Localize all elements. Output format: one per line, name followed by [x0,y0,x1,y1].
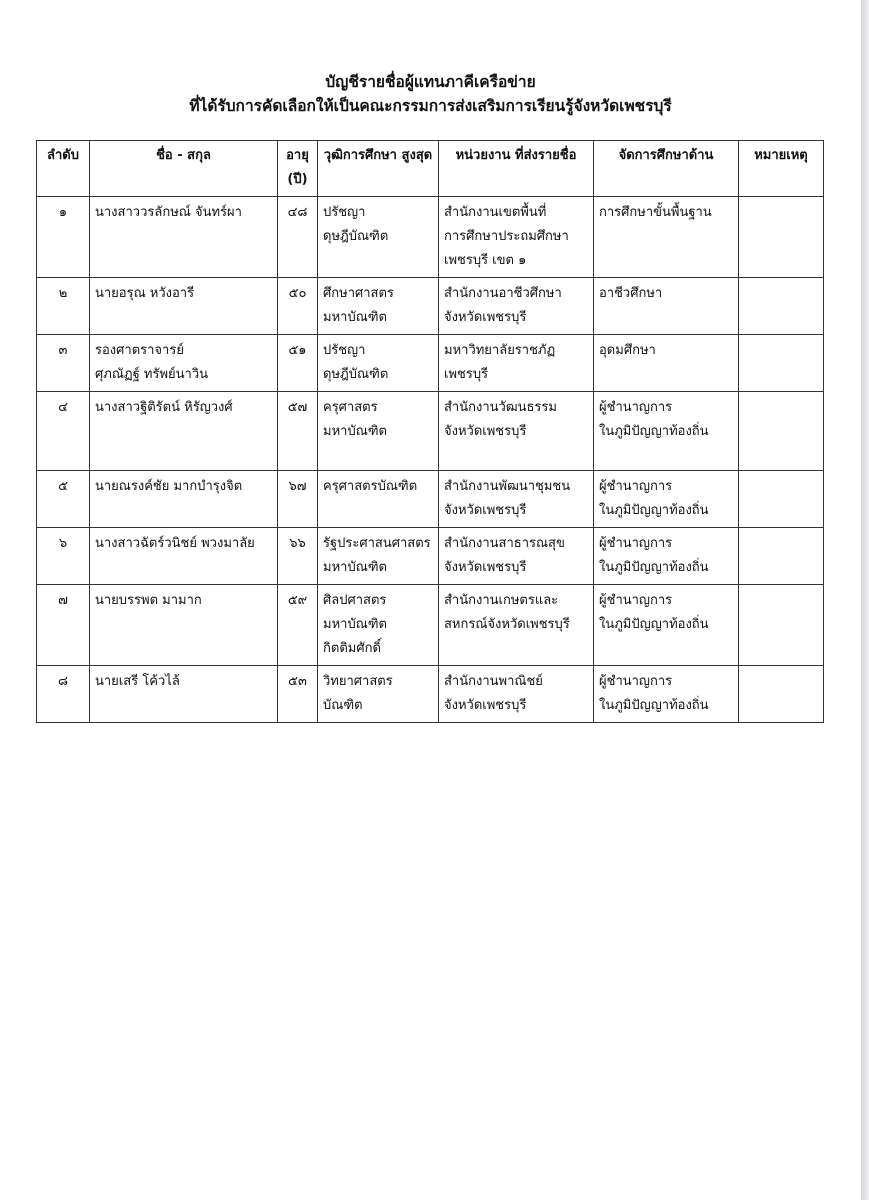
cell-no: ๓ [37,335,90,392]
cell-remark [739,197,824,278]
cell-education-line: ดุษฎีบัณฑิต [323,229,389,244]
cell-agency-line: จังหวัดเพชรบุรี [444,424,527,439]
cell-agency-line: สำนักงานอาชีวศึกษา [444,286,562,301]
cell-field [594,392,739,471]
page-edge-shadow [861,0,869,1200]
cell-agency [439,197,594,278]
cell-name-line: นางสาวฐิติรัตน์ หิรัญวงศ์ [95,400,233,415]
cell-no: ๔ [37,392,90,471]
cell-agency-line: สำนักงานพัฒนาชุมชน [444,479,571,494]
cell-name-line: นายณรงค์ชัย มากบำรุงจิต [95,479,243,494]
header-no: ลำดับ [37,141,90,197]
cell-agency-line: จังหวัดเพชรบุรี [444,560,527,575]
cell-remark [739,278,824,335]
cell-agency-line: เพชรบุรี [444,367,489,382]
table-row [37,528,824,585]
cell-field-line: ผู้ชำนาญการ [599,536,673,551]
cell-no: ๒ [37,278,90,335]
cell-agency-line: จังหวัดเพชรบุรี [444,698,527,713]
cell-education [318,197,439,278]
cell-field-line: อาชีวศึกษา [599,286,663,301]
header-education: วุฒิการศึกษา สูงสุด [318,141,439,197]
cell-field [594,471,739,528]
cell-name [90,335,278,392]
cell-education-line: มหาบัณฑิต [323,560,387,575]
cell-agency-line: มหาวิทยาลัยราชภัฏ [444,343,556,358]
cell-field [594,528,739,585]
cell-field-line: ในภูมิปัญญาท้องถิ่น [599,617,709,632]
cell-agency-line: จังหวัดเพชรบุรี [444,503,527,518]
cell-age: ๖๗ [278,471,318,528]
cell-education-line: ศึกษาศาสตร [323,286,394,301]
cell-field-line: ผู้ชำนาญการ [599,479,673,494]
cell-agency-line: สำนักงานเขตพื้นที่ [444,205,547,220]
table-row [37,471,824,528]
cell-agency [439,335,594,392]
cell-agency-line: เพชรบุรี เขต ๑ [444,253,527,268]
cell-agency [439,278,594,335]
table-row [37,392,824,471]
cell-field [594,666,739,723]
cell-name [90,666,278,723]
cell-agency [439,392,594,471]
cell-education-line: ครุศาสตรบัณฑิต [323,479,418,494]
table-row [37,335,824,392]
cell-name-line: นายอรุณ หวังอารี [95,286,195,301]
cell-remark [739,666,824,723]
cell-name [90,197,278,278]
cell-field-line: ในภูมิปัญญาท้องถิ่น [599,503,709,518]
cell-no: ๘ [37,666,90,723]
cell-field-line: ผู้ชำนาญการ [599,593,673,608]
cell-field-line: ในภูมิปัญญาท้องถิ่น [599,698,709,713]
cell-field-line: ผู้ชำนาญการ [599,400,673,415]
cell-remark [739,392,824,471]
cell-agency-line: การศึกษาประถมศึกษา [444,229,569,244]
cell-education-line: ปรัชญา [323,343,366,358]
cell-age: ๕๙ [278,585,318,666]
cell-education-line: รัฐประศาสนศาสตร [323,536,431,551]
table-row [37,197,824,278]
cell-age: ๖๖ [278,528,318,585]
cell-education-line: ศิลปศาสตร [323,593,387,608]
cell-age: ๕๓ [278,666,318,723]
cell-no: ๗ [37,585,90,666]
cell-field [594,197,739,278]
cell-name [90,528,278,585]
cell-education-line: มหาบัณฑิต [323,310,387,325]
cell-agency-line: สำนักงานสาธารณสุข [444,536,565,551]
cell-education-line: มหาบัณฑิต [323,424,387,439]
cell-field-line: การศึกษาขั้นพื้นฐาน [599,205,712,220]
cell-agency [439,666,594,723]
title-line-2: ที่ได้รับการคัดเลือกให้เป็นคณะกรรมการส่งเสริมการเรียนรู้จังหวัดเพชรบุรี [189,97,672,115]
cell-field [594,585,739,666]
cell-agency-line: สหกรณ์จังหวัดเพชรบุรี [444,617,570,632]
cell-field-line: อุดมศึกษา [599,343,656,358]
cell-name [90,471,278,528]
cell-agency-line: สำนักงานเกษตรและ [444,593,559,608]
cell-name-line: นางสาวฉัตร์วนิชย์ พวงมาลัย [95,536,255,551]
cell-education-line: ครุศาสตร [323,400,378,415]
cell-field [594,335,739,392]
cell-education-line: มหาบัณฑิต [323,617,387,632]
cell-age: ๕๗ [278,392,318,471]
cell-remark [739,585,824,666]
cell-no: ๕ [37,471,90,528]
table-row [37,278,824,335]
header-agency: หน่วยงาน ที่ส่งรายชื่อ [439,141,594,197]
cell-name-line: ศุภณัฏฐ์ ทรัพย์นาวิน [95,367,209,382]
cell-education [318,666,439,723]
cell-no: ๖ [37,528,90,585]
cell-agency [439,528,594,585]
header-age: อายุ (ปี) [278,141,318,197]
cell-field-line: ในภูมิปัญญาท้องถิ่น [599,424,709,439]
table-row [37,666,824,723]
cell-name-line: นายบรรพต มามาก [95,593,202,608]
cell-education-line: กิตติมศักดิ์ [323,641,381,656]
cell-name [90,278,278,335]
cell-education [318,528,439,585]
table-row [37,585,824,666]
table-header-row [37,141,824,197]
header-remark: หมายเหตุ [739,141,824,197]
cell-education-line: วิทยาศาสตร [323,674,393,689]
title-line-1: บัญชีรายชื่อผู้แทนภาคีเครือข่าย [325,73,536,91]
document-title [0,70,861,118]
cell-agency-line: สำนักงานพาณิชย์ [444,674,543,689]
cell-education [318,585,439,666]
cell-education [318,335,439,392]
header-name: ชื่อ - สกุล [90,141,278,197]
cell-education [318,278,439,335]
cell-field-line: ในภูมิปัญญาท้องถิ่น [599,560,709,575]
cell-name [90,392,278,471]
cell-agency-line: สำนักงานวัฒนธรรม [444,400,557,415]
cell-remark [739,335,824,392]
cell-education-line: บัณฑิต [323,698,363,713]
cell-education [318,392,439,471]
cell-field [594,278,739,335]
cell-field-line: ผู้ชำนาญการ [599,674,673,689]
cell-name-line: นางสาววรลักษณ์ จันทร์ผา [95,205,242,220]
header-field: จัดการศึกษาด้าน [594,141,739,197]
cell-name-line: นายเสรี โค้วไล้ [95,674,180,689]
committee-table [36,140,824,723]
cell-remark [739,528,824,585]
cell-agency [439,585,594,666]
cell-name-line: รองศาตราจารย์ [95,343,184,358]
cell-remark [739,471,824,528]
cell-age: ๔๘ [278,197,318,278]
cell-age: ๕๑ [278,335,318,392]
cell-education-line: ปรัชญา [323,205,366,220]
cell-education [318,471,439,528]
cell-no: ๑ [37,197,90,278]
cell-education-line: ดุษฎีบัณฑิต [323,367,389,382]
cell-agency-line: จังหวัดเพชรบุรี [444,310,527,325]
cell-name [90,585,278,666]
cell-age: ๕๐ [278,278,318,335]
cell-agency [439,471,594,528]
